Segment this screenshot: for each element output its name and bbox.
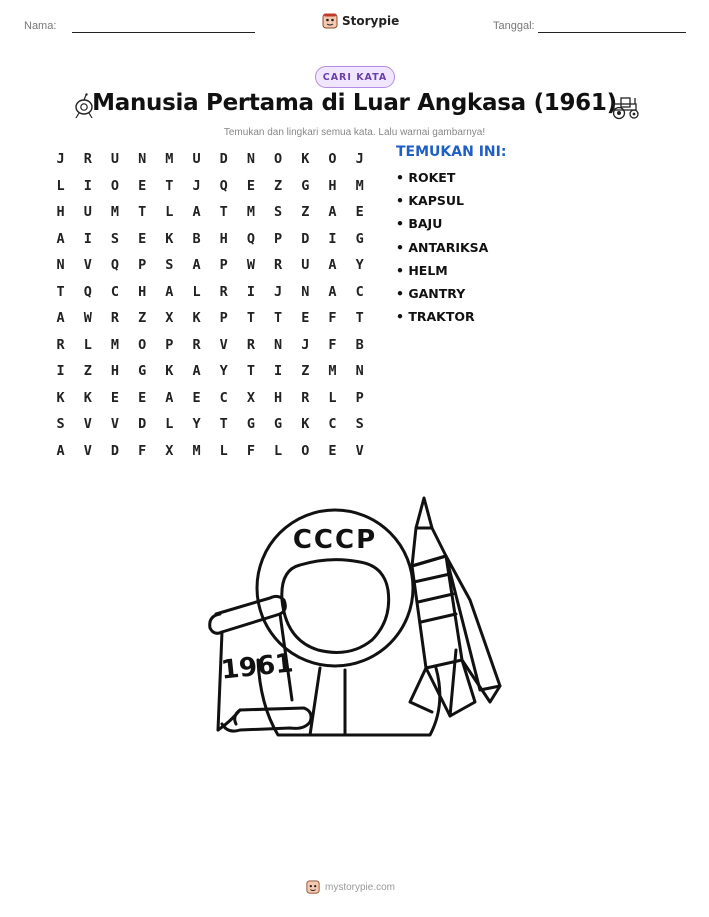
- grid-letter[interactable]: A: [165, 283, 174, 300]
- grid-letter[interactable]: Y: [219, 363, 228, 380]
- grid-letter[interactable]: H: [138, 283, 147, 300]
- grid-letter[interactable]: O: [301, 442, 310, 459]
- helmet-text: CCCP: [292, 525, 378, 555]
- grid-letter[interactable]: J: [192, 177, 201, 194]
- grid-row: [47, 146, 373, 173]
- grid-letter[interactable]: J: [274, 283, 283, 300]
- word-list-title: TEMUKAN INI:: [396, 144, 507, 160]
- grid-letter[interactable]: V: [355, 442, 364, 459]
- grid-letter[interactable]: G: [301, 177, 310, 194]
- grid-letter[interactable]: Q: [110, 257, 120, 274]
- grid-letter[interactable]: T: [56, 283, 65, 300]
- grid-letter[interactable]: E: [301, 310, 310, 327]
- date-input-line[interactable]: [538, 32, 686, 33]
- grid-letter[interactable]: R: [274, 257, 283, 274]
- grid-letter[interactable]: U: [110, 151, 120, 168]
- grid-letter[interactable]: K: [301, 416, 310, 433]
- grid-letter[interactable]: N: [355, 363, 364, 380]
- grid-letter[interactable]: P: [355, 389, 364, 406]
- grid-letter[interactable]: X: [165, 442, 174, 459]
- grid-letter[interactable]: C: [328, 416, 337, 433]
- grid-letter[interactable]: F: [246, 442, 255, 459]
- grid-letter[interactable]: K: [192, 310, 201, 327]
- grid-letter[interactable]: A: [56, 310, 65, 327]
- name-label: Nama:: [24, 20, 57, 32]
- grid-letter[interactable]: K: [301, 151, 310, 168]
- word-list: [396, 144, 506, 332]
- grid-letter[interactable]: G: [274, 416, 283, 433]
- grid-letter[interactable]: Y: [192, 416, 201, 433]
- grid-letter[interactable]: E: [138, 389, 147, 406]
- grid-letter[interactable]: Q: [219, 177, 228, 194]
- grid-letter[interactable]: E: [138, 230, 147, 247]
- grid-letter[interactable]: L: [165, 204, 174, 221]
- grid-letter[interactable]: E: [138, 177, 147, 194]
- grid-letter[interactable]: H: [274, 389, 283, 406]
- grid-letter[interactable]: K: [83, 389, 92, 406]
- grid-row: [47, 173, 373, 200]
- grid-letter[interactable]: H: [56, 204, 65, 221]
- grid-letter[interactable]: U: [83, 204, 92, 221]
- grid-letter[interactable]: D: [301, 230, 310, 247]
- grid-letter[interactable]: Z: [301, 204, 310, 221]
- grid-letter[interactable]: K: [165, 230, 174, 247]
- instructions: Temukan dan lingkari semua kata. Lalu warnai gambarnya!: [223, 127, 486, 138]
- grid-letter[interactable]: Y: [355, 257, 364, 274]
- grid-letter[interactable]: Q: [246, 230, 255, 247]
- word-list-item: • KAPSUL: [396, 193, 464, 209]
- grid-letter[interactable]: I: [56, 363, 65, 380]
- grid-letter[interactable]: A: [192, 363, 201, 380]
- grid-letter[interactable]: V: [83, 442, 92, 459]
- word-list-item: • GANTRY: [396, 285, 466, 301]
- grid-letter[interactable]: Z: [301, 363, 310, 380]
- grid-letter[interactable]: Z: [138, 310, 147, 327]
- brand-logo: [322, 13, 399, 29]
- grid-row: [47, 332, 373, 359]
- grid-letter[interactable]: A: [56, 230, 65, 247]
- grid-letter[interactable]: R: [192, 336, 201, 353]
- grid-letter[interactable]: T: [246, 310, 255, 327]
- grid-letter[interactable]: F: [328, 336, 337, 353]
- grid-letter[interactable]: P: [274, 230, 283, 247]
- grid-letter[interactable]: A: [192, 204, 201, 221]
- grid-letter[interactable]: U: [301, 257, 310, 274]
- grid-letter[interactable]: P: [165, 336, 174, 353]
- grid-letter[interactable]: V: [83, 257, 92, 274]
- activity-badge: CARI KATA: [315, 66, 395, 88]
- grid-letter[interactable]: A: [328, 257, 337, 274]
- grid-letter[interactable]: M: [110, 204, 120, 221]
- page-title: Manusia Pertama di Luar Angkasa (1961): [92, 90, 617, 116]
- grid-letter[interactable]: D: [110, 442, 120, 459]
- grid-letter[interactable]: P: [219, 310, 228, 327]
- grid-letter[interactable]: M: [192, 442, 201, 459]
- grid-letter[interactable]: S: [355, 416, 364, 433]
- grid-letter[interactable]: C: [219, 389, 228, 406]
- grid-letter[interactable]: E: [328, 442, 337, 459]
- grid-letter[interactable]: P: [138, 257, 147, 274]
- grid-letter[interactable]: C: [110, 283, 120, 300]
- grid-letter[interactable]: X: [246, 389, 255, 406]
- grid-letter[interactable]: T: [138, 204, 147, 221]
- grid-letter[interactable]: P: [219, 257, 228, 274]
- grid-letter[interactable]: O: [110, 177, 120, 194]
- grid-row: [47, 226, 373, 253]
- grid-letter[interactable]: V: [219, 336, 228, 353]
- grid-letter[interactable]: I: [83, 230, 92, 247]
- grid-letter[interactable]: Q: [83, 283, 92, 300]
- grid-letter[interactable]: T: [274, 310, 283, 327]
- grid-letter[interactable]: M: [328, 363, 337, 380]
- grid-letter[interactable]: L: [165, 416, 174, 433]
- grid-letter[interactable]: L: [274, 442, 283, 459]
- grid-letter[interactable]: F: [328, 310, 337, 327]
- grid-row: [47, 411, 373, 438]
- grid-letter[interactable]: E: [192, 389, 201, 406]
- tractor-icon: [610, 93, 642, 121]
- grid-letter[interactable]: T: [246, 363, 255, 380]
- grid-letter[interactable]: N: [246, 151, 255, 168]
- grid-letter[interactable]: A: [165, 389, 174, 406]
- grid-letter[interactable]: E: [110, 389, 120, 406]
- word-list-item: • TRAKTOR: [396, 309, 475, 325]
- grid-letter[interactable]: W: [83, 310, 92, 327]
- grid-letter[interactable]: J: [301, 336, 310, 353]
- grid-letter[interactable]: A: [56, 442, 65, 459]
- grid-row: [47, 305, 373, 332]
- grid-letter[interactable]: E: [355, 204, 364, 221]
- footer-url[interactable]: mystorypie.com: [325, 881, 396, 893]
- grid-letter[interactable]: O: [138, 336, 147, 353]
- storypie-mascot-icon: [306, 880, 320, 894]
- grid-letter[interactable]: G: [355, 230, 364, 247]
- grid-letter[interactable]: A: [192, 257, 201, 274]
- grid-letter[interactable]: J: [355, 151, 364, 168]
- grid-letter[interactable]: O: [274, 151, 283, 168]
- word-list-item: • BAJU: [396, 216, 443, 232]
- grid-letter[interactable]: K: [165, 363, 174, 380]
- grid-letter[interactable]: O: [328, 151, 337, 168]
- name-input-line[interactable]: [72, 32, 255, 33]
- storypie-mascot-icon: [322, 13, 338, 29]
- date-label: Tanggal:: [493, 20, 535, 32]
- grid-letter[interactable]: M: [110, 336, 120, 353]
- grid-letter[interactable]: L: [328, 389, 337, 406]
- grid-letter[interactable]: E: [246, 177, 255, 194]
- brand-name: Storypie: [342, 14, 400, 28]
- grid-letter[interactable]: I: [83, 177, 92, 194]
- grid-letter[interactable]: S: [165, 257, 174, 274]
- grid-letter[interactable]: R: [301, 389, 310, 406]
- grid-row: [47, 358, 373, 385]
- grid-letter[interactable]: J: [56, 151, 65, 168]
- grid-letter[interactable]: S: [274, 204, 283, 221]
- grid-letter[interactable]: Z: [274, 177, 283, 194]
- grid-row: [47, 385, 373, 412]
- footer: [306, 880, 395, 894]
- grid-row: [47, 252, 373, 279]
- grid-letter[interactable]: A: [328, 283, 337, 300]
- grid-letter[interactable]: H: [110, 363, 120, 380]
- grid-letter[interactable]: N: [56, 257, 65, 274]
- grid-letter[interactable]: L: [56, 177, 65, 194]
- word-search-grid[interactable]: [47, 146, 373, 464]
- grid-letter[interactable]: X: [165, 310, 174, 327]
- word-list-item: • ROKET: [396, 170, 456, 185]
- grid-letter[interactable]: L: [192, 283, 201, 300]
- grid-letter[interactable]: T: [165, 177, 174, 194]
- grid-letter[interactable]: V: [83, 416, 92, 433]
- grid-row: [47, 438, 373, 465]
- grid-letter[interactable]: N: [301, 283, 310, 300]
- grid-letter[interactable]: A: [328, 204, 337, 221]
- grid-letter[interactable]: H: [328, 177, 337, 194]
- grid-letter[interactable]: B: [192, 230, 201, 247]
- grid-letter[interactable]: C: [355, 283, 364, 300]
- grid-letter[interactable]: G: [246, 416, 255, 433]
- word-list-item: • ANTARIKSA: [396, 239, 489, 255]
- grid-letter[interactable]: I: [328, 230, 337, 247]
- grid-letter[interactable]: S: [56, 416, 65, 433]
- grid-letter[interactable]: T: [355, 310, 364, 327]
- grid-letter[interactable]: S: [110, 230, 120, 247]
- grid-letter[interactable]: R: [110, 310, 120, 327]
- grid-letter[interactable]: K: [56, 389, 65, 406]
- grid-letter[interactable]: R: [56, 336, 65, 353]
- cosmonaut-illustration: [200, 490, 510, 760]
- grid-letter[interactable]: D: [219, 151, 228, 168]
- grid-letter[interactable]: I: [246, 283, 255, 300]
- grid-letter[interactable]: W: [246, 257, 255, 274]
- grid-letter[interactable]: R: [246, 336, 255, 353]
- grid-letter[interactable]: T: [219, 416, 228, 433]
- grid-letter[interactable]: L: [219, 442, 228, 459]
- grid-letter[interactable]: N: [138, 151, 147, 168]
- grid-letter[interactable]: R: [219, 283, 228, 300]
- grid-letter[interactable]: N: [274, 336, 283, 353]
- grid-letter[interactable]: M: [246, 204, 255, 221]
- grid-letter[interactable]: T: [219, 204, 228, 221]
- grid-letter[interactable]: Z: [83, 363, 92, 380]
- grid-row: [47, 279, 373, 306]
- grid-letter[interactable]: M: [355, 177, 364, 194]
- grid-letter[interactable]: R: [83, 151, 92, 168]
- grid-row: [47, 199, 373, 226]
- word-list-item: • HELM: [396, 262, 448, 278]
- grid-letter[interactable]: H: [219, 230, 228, 247]
- grid-letter[interactable]: F: [138, 442, 147, 459]
- grid-letter[interactable]: I: [274, 363, 283, 380]
- grid-letter[interactable]: B: [355, 336, 364, 353]
- grid-letter[interactable]: D: [138, 416, 147, 433]
- scroll-text: 1961: [219, 648, 295, 686]
- grid-letter[interactable]: U: [192, 151, 201, 168]
- grid-letter[interactable]: L: [83, 336, 92, 353]
- grid-letter[interactable]: V: [110, 416, 120, 433]
- grid-letter[interactable]: M: [165, 151, 174, 168]
- grid-letter[interactable]: G: [138, 363, 147, 380]
